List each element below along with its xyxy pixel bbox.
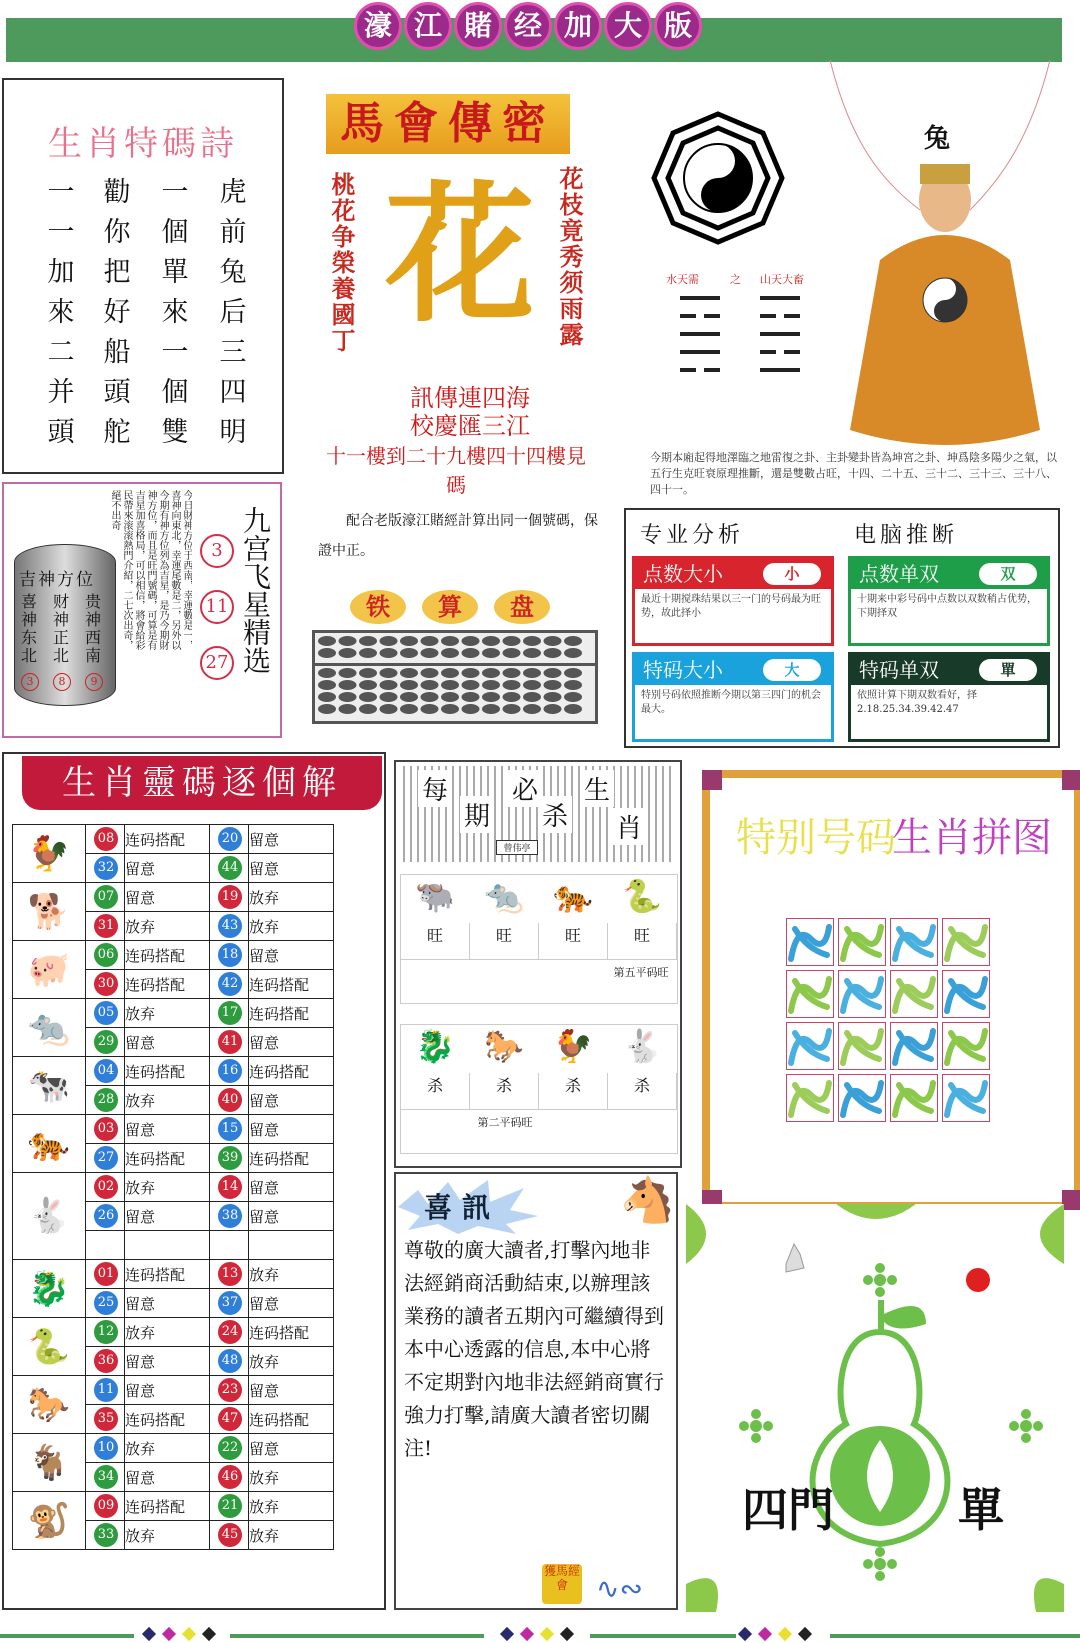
code-note: 放弃 — [125, 1173, 210, 1202]
code-note: 放弃 — [249, 1260, 334, 1289]
banner-char: 賭 — [454, 2, 502, 50]
banner-char: 濠 — [354, 2, 402, 50]
code-note: 放弃 — [125, 999, 210, 1028]
code-note: 连码搭配 — [249, 1057, 334, 1086]
footer-line — [230, 1634, 484, 1638]
zodiac-code-panel — [2, 752, 386, 1610]
zodiac-animal-icon: 🐓 — [553, 1027, 593, 1065]
zodiac-animal-icon: 🐎 — [13, 1376, 86, 1434]
code-note: 放弃 — [125, 1434, 210, 1463]
puzzle-piece — [786, 1022, 834, 1070]
table-row — [13, 1173, 334, 1202]
puzzle-piece — [890, 1022, 938, 1070]
number-ball: 37 — [218, 1291, 242, 1315]
number-ball: 14 — [218, 1175, 242, 1199]
puzzle-piece — [786, 970, 834, 1018]
abacus-label: 盘 — [494, 590, 550, 624]
analysis-box-title: 特码单双 — [859, 658, 939, 682]
footer-diamond — [500, 1627, 514, 1641]
kill-block — [400, 874, 678, 1004]
number-ball: 42 — [218, 972, 242, 996]
number-ball: 40 — [218, 1088, 242, 1112]
banner-char: 版 — [654, 2, 702, 50]
number-ball: 05 — [94, 1001, 118, 1025]
analysis-box-text: 十期来中彩号码中点数以双数稍占优势，下期择双 — [857, 594, 1037, 619]
cylinder-column: 贵神西南 — [85, 592, 102, 665]
zodiac-animal-icon: 🐀 — [13, 999, 86, 1057]
kill-label: 杀 — [470, 1073, 539, 1109]
poem-char: 一 — [47, 217, 75, 248]
kill-label: 旺 — [608, 923, 677, 959]
number-ball: 01 — [94, 1262, 118, 1286]
puzzle-piece — [890, 1074, 938, 1122]
number-ball: 18 — [218, 943, 242, 967]
number-ball: 07 — [94, 885, 118, 909]
abacus-label: 算 — [422, 590, 478, 624]
bagua-icon — [650, 110, 786, 246]
nine-palace-number: 3 — [200, 534, 234, 568]
number-ball: 12 — [94, 1320, 118, 1344]
poem-char: 你 — [103, 217, 131, 248]
kill-note: 第二平码旺 — [477, 1116, 533, 1129]
poem-char: 虎 — [219, 177, 247, 208]
hex-mid: 之 — [730, 273, 741, 286]
nine-palace-number: 11 — [200, 590, 234, 624]
number-ball: 03 — [94, 1117, 118, 1141]
puzzle-piece — [838, 1074, 886, 1122]
poem-char: 頭 — [103, 377, 131, 408]
code-note: 留意 — [125, 883, 210, 912]
footer-diamond — [182, 1627, 196, 1641]
code-note: 留意 — [249, 941, 334, 970]
hexagram-description: 今期本廂起得地澤臨之地雷復之卦、主卦變卦皆為坤宮之卦、坤爲陰多陽少之氣，以五行生克旺衰原理推斷，還是雙數占旺，十四、二十五、三十二、三十三、三十八、四十一。 — [650, 451, 1057, 496]
poem-char: 一 — [161, 337, 189, 368]
number-ball: 24 — [218, 1320, 242, 1344]
kill-label: 旺 — [401, 923, 470, 959]
number-ball: 28 — [94, 1088, 118, 1112]
kill-title-char: 期 — [460, 796, 494, 833]
code-note: 留意 — [249, 1434, 334, 1463]
code-note: 留意 — [249, 1173, 334, 1202]
analysis-box — [848, 652, 1050, 742]
poem-char: 來 — [47, 297, 75, 328]
puzzle-piece — [942, 970, 990, 1018]
pear-left-text: 四門 — [742, 1483, 834, 1537]
signature-icon: ∿∾ — [596, 1572, 643, 1605]
zodiac-puzzle-panel — [702, 770, 1080, 1210]
code-note: 留意 — [249, 1289, 334, 1318]
code-note: 连码搭配 — [249, 1144, 334, 1173]
zodiac-animal-icon: 🐎 — [484, 1027, 524, 1065]
kill-block — [400, 1024, 678, 1154]
analysis-pill: 單 — [979, 659, 1037, 681]
poem-char: 船 — [103, 337, 131, 368]
poem-char: 把 — [103, 257, 131, 288]
zodiac-animal-icon: 🐅 — [13, 1115, 86, 1173]
code-note: 留意 — [125, 854, 210, 883]
number-ball: 26 — [94, 1204, 118, 1228]
code-note: 留意 — [249, 1086, 334, 1115]
number-ball: 47 — [218, 1407, 242, 1431]
hexagram-lines-icon — [660, 292, 820, 412]
number-ball: 22 — [218, 1436, 242, 1460]
poem-char: 個 — [161, 377, 189, 408]
number-ball: 21 — [218, 1494, 242, 1518]
footer-diamond — [738, 1627, 752, 1641]
poem-char: 個 — [161, 217, 189, 248]
analysis-box-title: 特码大小 — [643, 658, 723, 682]
zodiac-table-title: 生肖靈碼逐個解 — [22, 756, 382, 810]
code-note: 放弃 — [249, 912, 334, 941]
table-row — [13, 1115, 334, 1144]
kill-note: 第五平码旺 — [613, 966, 669, 979]
zodiac-animal-icon: 🐇 — [13, 1173, 86, 1260]
analysis-box-text: 特别号码依照推断今期以第三四门的机会最大。 — [641, 690, 821, 715]
poem-char: 舵 — [103, 417, 131, 448]
kill-title-char: 必 — [508, 770, 542, 807]
analysis-box — [848, 556, 1050, 646]
code-note: 留意 — [125, 1463, 210, 1492]
poem-char: 后 — [219, 297, 247, 328]
verse-line-3: 十一樓到二十九樓四十四樓見碼 — [326, 444, 586, 497]
hex-left-title: 水天需 — [666, 273, 699, 286]
number-ball: 06 — [94, 943, 118, 967]
nine-palace-panel — [2, 482, 282, 738]
code-note: 留意 — [249, 1115, 334, 1144]
analysis-panel — [624, 508, 1060, 748]
number-ball: 16 — [218, 1059, 242, 1083]
number-ball: 11 — [94, 1378, 118, 1402]
number-ball: 25 — [94, 1291, 118, 1315]
table-row — [13, 941, 334, 970]
code-note: 留意 — [125, 1115, 210, 1144]
zodiac-animal-icon: 🐅 — [553, 877, 593, 915]
poem-char: 一 — [161, 177, 189, 208]
poem-char: 頭 — [47, 417, 75, 448]
zodiac-animal-icon: 🐓 — [13, 825, 86, 883]
hex-right-title: 山天大畜 — [760, 273, 804, 286]
puzzle-piece — [838, 918, 886, 966]
abacus-label: 铁 — [350, 590, 406, 624]
poem-char: 前 — [219, 217, 247, 248]
must-kill-panel — [394, 760, 682, 1168]
number-ball: 33 — [94, 1523, 118, 1547]
news-body: 尊敬的廣大讀者,打擊內地非法經銷商活動結束,以辦理該業務的讀者五期內可繼續得到本中心透露的信息,本中心將不定期對內地非法經銷商實行強力打擊,請廣大讀者密切關注! — [404, 1238, 664, 1460]
number-ball: 29 — [94, 1030, 118, 1054]
puzzle-title-a: 特别号码 — [736, 815, 896, 861]
banner-char: 大 — [604, 2, 652, 50]
puzzle-piece — [942, 918, 990, 966]
zodiac-table — [12, 824, 334, 1550]
table-row — [13, 1260, 334, 1289]
code-note: 连码搭配 — [249, 1405, 334, 1434]
analysis-box-text: 最近十期搅珠结果以三一门的号码最为旺势，故此择小 — [641, 594, 821, 619]
poem-char: 明 — [219, 417, 247, 448]
number-ball: 08 — [94, 827, 118, 851]
zodiac-animal-icon: 🐉 — [415, 1027, 455, 1065]
kill-label: 旺 — [539, 923, 608, 959]
zodiac-animal-icon: 🐍 — [622, 877, 662, 915]
horse-secret-title: 馬會傳密 — [326, 94, 570, 154]
number-ball: 04 — [94, 1059, 118, 1083]
verse-line-1: 訊傳連四海 — [410, 384, 530, 412]
footer-diamond — [162, 1627, 176, 1641]
zodiac-animal-icon: 🐉 — [13, 1260, 86, 1318]
abacus-beads-icon — [315, 633, 595, 721]
analysis-pill: 小 — [763, 563, 821, 585]
analysis-pill: 大 — [763, 659, 821, 681]
puzzle-piece — [838, 1022, 886, 1070]
code-note: 留意 — [249, 1376, 334, 1405]
pear-panel — [686, 1204, 1064, 1612]
number-ball: 41 — [218, 1030, 242, 1054]
code-note: 连码搭配 — [125, 1492, 210, 1521]
code-note: 留意 — [125, 1347, 210, 1376]
code-note: 连码搭配 — [249, 970, 334, 999]
zodiac-animal-icon: 🐖 — [13, 941, 86, 999]
code-note: 留意 — [125, 1028, 210, 1057]
code-note: 连码搭配 — [125, 825, 210, 854]
number-ball: 45 — [218, 1523, 242, 1547]
kill-sign: 曾伟亭 — [496, 840, 538, 855]
code-note: 留意 — [125, 1202, 210, 1231]
code-note: 放弃 — [125, 1521, 210, 1550]
cylinder-title: 吉神方位 — [19, 570, 95, 590]
footer-line — [0, 1634, 134, 1638]
footer-line — [830, 1634, 1080, 1638]
zodiac-animal-icon: 🐕 — [13, 883, 86, 941]
code-note: 放弃 — [125, 1086, 210, 1115]
number-ball: 20 — [218, 827, 242, 851]
code-note: 连码搭配 — [125, 970, 210, 999]
kill-label: 旺 — [470, 923, 539, 959]
analysis-box-header — [851, 559, 1047, 589]
number-ball: 10 — [94, 1436, 118, 1460]
poem-char: 三 — [219, 337, 247, 368]
nine-palace-text: 今日財神方位于西南，幸運數是一，喜神向東北，幸運尾數是二，另外以今期有神方位列為吉星，是乃今期財神方位，而且是旺門號碼，可算是有吉星加喜格局，可以相信，將會給彩民帶來滚滚熱門介紹，二七次出奇，絕不出奇 — [109, 490, 192, 650]
poem-char: 兔 — [219, 257, 247, 288]
puzzle-title-b: 生肖拼图 — [892, 815, 1052, 861]
number-ball: 17 — [218, 1001, 242, 1025]
banner-char: 江 — [404, 2, 452, 50]
footer-diamond — [142, 1627, 156, 1641]
cylinder-number: 9 — [85, 673, 103, 691]
table-row — [13, 1492, 334, 1521]
cylinder-number: 3 — [21, 673, 39, 691]
analysis-box-header — [635, 655, 831, 685]
puzzle-piece — [890, 918, 938, 966]
news-stamp: 獲馬經會 — [542, 1564, 582, 1604]
code-note: 连码搭配 — [249, 999, 334, 1028]
puzzle-piece — [890, 970, 938, 1018]
banner-char: 加 — [554, 2, 602, 50]
table-row — [13, 999, 334, 1028]
code-note: 连码搭配 — [249, 1318, 334, 1347]
poem-char: 單 — [161, 257, 189, 288]
kill-title-char: 生 — [580, 770, 614, 807]
footer-diamond — [202, 1627, 216, 1641]
puzzle-piece — [942, 1074, 990, 1122]
banner-char: 经 — [504, 2, 552, 50]
cylinder-column: 财神正北 — [53, 592, 70, 665]
code-note: 放弃 — [249, 1521, 334, 1550]
analysis-header-right: 电脑推断 — [854, 523, 959, 548]
number-ball: 27 — [94, 1146, 118, 1170]
number-ball: 02 — [94, 1175, 118, 1199]
number-ball: 31 — [94, 914, 118, 938]
footer-diamond — [798, 1627, 812, 1641]
code-note: 连码搭配 — [125, 941, 210, 970]
poem-char: 勸 — [103, 177, 131, 208]
cylinder-column: 喜神东北 — [21, 592, 38, 665]
analysis-box-header — [851, 655, 1047, 685]
kill-title-char: 每 — [418, 770, 452, 807]
code-note: 连码搭配 — [125, 1405, 210, 1434]
sage-figure-icon — [820, 60, 1060, 460]
news-panel — [394, 1172, 678, 1610]
code-note: 放弃 — [249, 883, 334, 912]
number-ball: 43 — [218, 914, 242, 938]
analysis-box-header — [635, 559, 831, 589]
rabbit-label: 兔 — [924, 124, 951, 154]
match-text: 配合老版濠江賭經計算出同一個號碼，保證中正。 — [318, 513, 598, 559]
poem-title: 生肖特碼詩 — [48, 124, 238, 164]
cylinder-number: 8 — [53, 673, 71, 691]
number-ball: 46 — [218, 1465, 242, 1489]
code-note: 放弃 — [125, 1318, 210, 1347]
nine-palace-title: 九宫飞星精选 — [239, 506, 272, 674]
code-note: 放弃 — [125, 912, 210, 941]
code-note: 留意 — [125, 1289, 210, 1318]
number-ball: 32 — [94, 856, 118, 880]
number-ball: 44 — [218, 856, 242, 880]
code-note: 连码搭配 — [125, 1260, 210, 1289]
poem-char: 來 — [161, 297, 189, 328]
kill-label: 杀 — [608, 1073, 677, 1109]
code-note: 留意 — [249, 1028, 334, 1057]
analysis-pill: 双 — [979, 563, 1037, 585]
pear-right-text: 單 — [958, 1483, 1004, 1537]
poem-char: 一 — [47, 177, 75, 208]
big-flower-char: 花 — [384, 169, 535, 343]
poem-char: 好 — [103, 297, 131, 328]
puzzle-piece — [942, 1022, 990, 1070]
code-note: 放弃 — [249, 1463, 334, 1492]
analysis-box-text: 依照计算下期双数看好，择2.18.25.34.39.42.47 — [857, 690, 977, 715]
zodiac-animal-icon: 🐐 — [13, 1434, 86, 1492]
puzzle-piece — [786, 1074, 834, 1122]
number-ball: 34 — [94, 1465, 118, 1489]
poem-char: 并 — [47, 377, 75, 408]
footer-diamond — [778, 1627, 792, 1641]
number-ball: 48 — [218, 1349, 242, 1373]
analysis-box-title: 点数单双 — [859, 562, 939, 586]
code-note: 留意 — [249, 1202, 334, 1231]
code-note: 放弃 — [249, 1347, 334, 1376]
zodiac-animal-icon: 🐒 — [13, 1492, 86, 1550]
number-ball: 30 — [94, 972, 118, 996]
table-row — [13, 825, 334, 854]
news-title: 喜訊 — [424, 1191, 501, 1224]
horse-icon: 🐴 — [620, 1175, 675, 1226]
number-ball: 36 — [94, 1349, 118, 1373]
code-note: 留意 — [249, 825, 334, 854]
analysis-box — [632, 652, 834, 742]
poem-char: 二 — [47, 337, 75, 368]
puzzle-piece — [838, 970, 886, 1018]
kill-title-char: 杀 — [538, 796, 572, 833]
analysis-header-left: 专业分析 — [640, 523, 745, 548]
number-ball: 19 — [218, 885, 242, 909]
footer-diamond — [560, 1627, 574, 1641]
analysis-box-title: 点数大小 — [643, 562, 723, 586]
right-vertical-verse: 花枝竟秀须雨露 — [555, 166, 584, 348]
number-ball: 23 — [218, 1378, 242, 1402]
number-ball: 39 — [218, 1146, 242, 1170]
table-row — [13, 883, 334, 912]
kill-title-char: 肖 — [612, 808, 646, 845]
number-ball: 13 — [218, 1262, 242, 1286]
poem-char: 雙 — [161, 417, 189, 448]
zodiac-animal-icon: 🐇 — [622, 1027, 662, 1065]
puzzle-piece — [786, 918, 834, 966]
fortune-cylinder — [14, 544, 116, 706]
zodiac-animal-icon: 🐄 — [13, 1057, 86, 1115]
left-vertical-verse: 桃花争榮養國丁 — [327, 172, 356, 354]
number-ball: 09 — [94, 1494, 118, 1518]
zodiac-poem-panel — [2, 78, 284, 474]
footer-diamond — [520, 1627, 534, 1641]
code-note: 留意 — [125, 1376, 210, 1405]
table-row — [13, 1434, 334, 1463]
number-ball: 38 — [218, 1204, 242, 1228]
zodiac-animal-icon: 🐍 — [13, 1318, 86, 1376]
kill-label: 杀 — [539, 1073, 608, 1109]
abacus — [312, 630, 598, 724]
kill-label: 杀 — [401, 1073, 470, 1109]
code-note: 连码搭配 — [125, 1057, 210, 1086]
zodiac-animal-icon: 🐃 — [415, 877, 455, 915]
number-ball: 35 — [94, 1407, 118, 1431]
footer-line — [590, 1634, 736, 1638]
verse-line-2: 校慶匯三江 — [410, 412, 530, 440]
table-row — [13, 1057, 334, 1086]
zodiac-animal-icon: 🐀 — [484, 877, 524, 915]
table-row — [13, 1318, 334, 1347]
analysis-box — [632, 556, 834, 646]
code-note: 连码搭配 — [125, 1144, 210, 1173]
footer-diamond — [758, 1627, 772, 1641]
poem-char: 四 — [219, 377, 247, 408]
table-row — [13, 1376, 334, 1405]
pear-icon — [686, 1204, 1064, 1612]
number-ball: 15 — [218, 1117, 242, 1141]
poem-char: 加 — [47, 257, 75, 288]
nine-palace-number: 27 — [200, 646, 234, 680]
footer-diamond — [540, 1627, 554, 1641]
code-note: 放弃 — [249, 1492, 334, 1521]
code-note: 留意 — [249, 854, 334, 883]
